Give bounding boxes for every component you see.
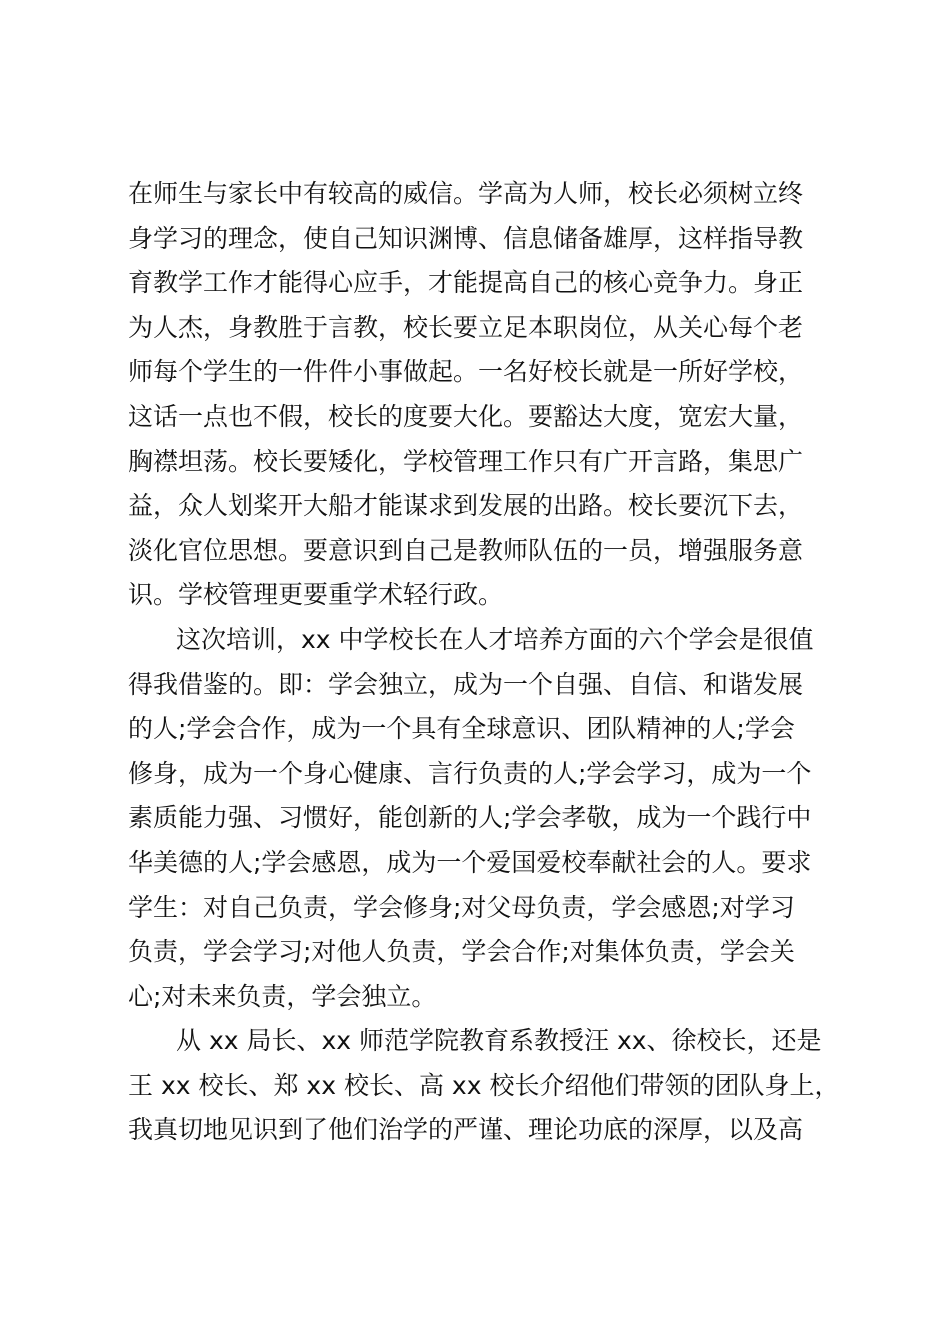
- text-line: 师每个学生的一件件小事做起。一名好校长就是一所好学校，: [128, 357, 804, 387]
- paragraph-2: [128, 618, 838, 1019]
- text-line: 素质能力强、习惯好，能创新的人;学会孝敬，成为一个践行中: [128, 803, 812, 833]
- text-line: 我真切地见识到了他们治学的严谨、理论功底的深厚，以及高: [128, 1115, 804, 1145]
- paragraph-3: [128, 1019, 838, 1153]
- text-line: 育教学工作才能得心应手，才能提高自己的核心竞争力。身正: [128, 268, 804, 298]
- text-line: 淡化官位思想。要意识到自己是教师队伍的一员，增强服务意: [128, 535, 804, 565]
- text-line: 华美德的人;学会感恩，成为一个爱国爱校奉献社会的人。要求: [128, 847, 812, 877]
- text-line: 在师生与家长中有较高的威信。学高为人师，校长必须树立终: [128, 179, 804, 208]
- text-line: 为人杰，身教胜于言教，校长要立足本职岗位，从关心每个老: [128, 312, 804, 342]
- text-line: 负责，学会学习;对他人负责，学会合作;对集体负责，学会关: [128, 937, 795, 967]
- text-line: 这话一点也不假，校长的度要大化。要豁达大度，宽宏大量，: [128, 401, 804, 431]
- text-line: 得我借鉴的。即：学会独立，成为一个自强、自信、和谐发展: [128, 669, 804, 699]
- text-line: 识。学校管理更要重学术轻行政。: [128, 580, 504, 610]
- text-line: 身学习的理念，使自己知识渊博、信息储备雄厚，这样指导教: [128, 223, 804, 253]
- body-text: [128, 172, 838, 1153]
- text-line: 学生：对自己负责，学会修身;对父母负责，学会感恩;对学习: [128, 892, 795, 922]
- text-line: 胸襟坦荡。校长要矮化，学校管理工作只有广开言路，集思广: [128, 446, 804, 476]
- text-line: 这次培训，xx 中学校长在人才培养方面的六个学会是很值: [176, 624, 814, 654]
- text-line: 修身，成为一个身心健康、言行负责的人;学会学习，成为一个: [128, 758, 812, 788]
- paragraph-1: [128, 172, 838, 618]
- text-line: 从 xx 局长、xx 师范学院教育系教授汪 xx、徐校长，还是: [176, 1026, 822, 1056]
- text-line: 的人;学会合作，成为一个具有全球意识、团队精神的人;学会: [128, 714, 795, 744]
- text-line: 心;对未来负责，学会独立。: [128, 981, 437, 1011]
- text-line: 王 xx 校长、郑 xx 校长、高 xx 校长介绍他们带领的团队身上，: [128, 1070, 840, 1100]
- text-line: 益，众人划桨开大船才能谋求到发展的出路。校长要沉下去，: [128, 491, 804, 521]
